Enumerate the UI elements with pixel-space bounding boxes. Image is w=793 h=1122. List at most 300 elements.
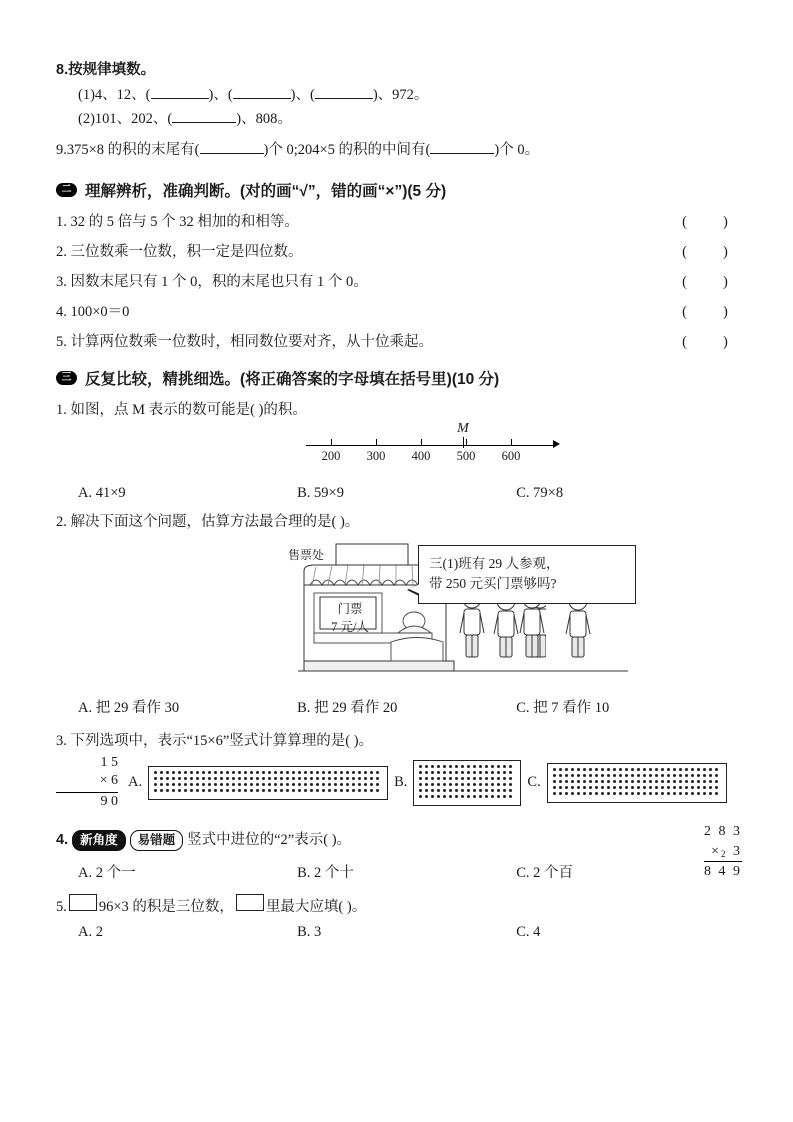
dot bbox=[461, 795, 464, 798]
dot bbox=[425, 783, 428, 786]
choice-option-b[interactable]: B. 把 29 看作 20 bbox=[297, 699, 398, 716]
dot bbox=[607, 780, 610, 783]
dot bbox=[559, 792, 562, 795]
dot bbox=[376, 783, 379, 786]
dot bbox=[709, 792, 712, 795]
dot bbox=[322, 777, 325, 780]
dot bbox=[419, 789, 422, 792]
dot bbox=[643, 786, 646, 789]
dot bbox=[256, 783, 259, 786]
dot bbox=[661, 780, 664, 783]
dot bbox=[473, 771, 476, 774]
queue-kids-extra-svg bbox=[508, 589, 628, 699]
ticket-label-text: 门票 bbox=[337, 601, 363, 616]
choice-option-c[interactable]: C. 4 bbox=[516, 923, 541, 940]
q8-line1-end: )、972。 bbox=[372, 86, 429, 103]
number-line-tick bbox=[376, 439, 377, 446]
dot bbox=[443, 765, 446, 768]
dot bbox=[298, 771, 301, 774]
choice-q1-options bbox=[56, 485, 742, 502]
dot bbox=[352, 783, 355, 786]
dot bbox=[473, 765, 476, 768]
dot bbox=[346, 771, 349, 774]
dot bbox=[559, 768, 562, 771]
dot bbox=[589, 780, 592, 783]
dot bbox=[280, 783, 283, 786]
dot bbox=[328, 771, 331, 774]
dot bbox=[553, 792, 556, 795]
dot bbox=[703, 792, 706, 795]
choice-q2-options bbox=[56, 696, 742, 717]
dot bbox=[220, 771, 223, 774]
dot bbox=[316, 777, 319, 780]
dot bbox=[577, 768, 580, 771]
dot bbox=[160, 771, 163, 774]
dot bbox=[461, 789, 464, 792]
dot bbox=[250, 771, 253, 774]
dot bbox=[431, 789, 434, 792]
dot bbox=[637, 774, 640, 777]
dot bbox=[334, 777, 337, 780]
dot bbox=[509, 765, 512, 768]
dot bbox=[310, 789, 313, 792]
dot bbox=[497, 765, 500, 768]
dot bbox=[256, 771, 259, 774]
dot bbox=[649, 792, 652, 795]
dot bbox=[607, 792, 610, 795]
dot bbox=[661, 792, 664, 795]
dot bbox=[691, 786, 694, 789]
dot bbox=[238, 777, 241, 780]
tf-answer-paren[interactable]: ( ) bbox=[682, 333, 730, 350]
dot bbox=[497, 795, 500, 798]
dot bbox=[625, 774, 628, 777]
dot bbox=[352, 789, 355, 792]
dot bbox=[607, 768, 610, 771]
dot bbox=[673, 774, 676, 777]
dot bbox=[673, 768, 676, 771]
dot bbox=[455, 789, 458, 792]
tf-answer-paren[interactable]: ( ) bbox=[682, 243, 730, 260]
dot bbox=[625, 780, 628, 783]
dot bbox=[485, 777, 488, 780]
dot bbox=[455, 765, 458, 768]
dot bbox=[154, 777, 157, 780]
choice-option-b[interactable]: B. 2 个十 bbox=[297, 864, 354, 881]
tf-answer-paren[interactable]: ( ) bbox=[682, 213, 730, 230]
q8-line1-mid1: )、( bbox=[208, 86, 233, 103]
dot bbox=[238, 789, 241, 792]
dot bbox=[595, 792, 598, 795]
dot bbox=[244, 777, 247, 780]
dot bbox=[571, 780, 574, 783]
dot bbox=[467, 795, 470, 798]
dot bbox=[208, 771, 211, 774]
dot bbox=[250, 777, 253, 780]
question-8 bbox=[56, 58, 742, 132]
dot bbox=[280, 777, 283, 780]
section-2-items bbox=[56, 210, 742, 351]
dot bbox=[601, 786, 604, 789]
dot bbox=[485, 783, 488, 786]
dot bbox=[655, 768, 658, 771]
dot bbox=[697, 774, 700, 777]
dot bbox=[310, 771, 313, 774]
dot bbox=[437, 783, 440, 786]
dot bbox=[503, 765, 506, 768]
tf-item-text: 4. 100×0＝0 bbox=[56, 303, 130, 320]
dot bbox=[583, 774, 586, 777]
tf-item-text: 3. 因数末尾只有 1 个 0，积的末尾也只有 1 个 0。 bbox=[56, 273, 368, 290]
dot bbox=[583, 780, 586, 783]
dot bbox=[358, 771, 361, 774]
point-m-label: M bbox=[457, 420, 469, 436]
number-line-figure bbox=[56, 421, 742, 477]
dot bbox=[178, 783, 181, 786]
dot bbox=[643, 774, 646, 777]
tf-answer-paren[interactable]: ( ) bbox=[682, 273, 730, 290]
dot bbox=[503, 771, 506, 774]
dot bbox=[340, 771, 343, 774]
dot bbox=[553, 780, 556, 783]
dot bbox=[262, 783, 265, 786]
dot bbox=[364, 771, 367, 774]
tf-item bbox=[56, 210, 742, 231]
dot bbox=[437, 765, 440, 768]
dot bbox=[166, 777, 169, 780]
q5-answer-box-1[interactable] bbox=[69, 894, 97, 911]
dot bbox=[491, 783, 494, 786]
choice-option-a[interactable]: A. 2 个一 bbox=[78, 864, 136, 881]
q3-vertical-calculation bbox=[56, 754, 122, 813]
choice-option-a[interactable]: A. 41×9 bbox=[78, 484, 126, 501]
q4-vert-line2 bbox=[704, 842, 742, 863]
dot bbox=[455, 783, 458, 786]
dot bbox=[607, 786, 610, 789]
dot bbox=[154, 783, 157, 786]
dot bbox=[220, 777, 223, 780]
tf-item bbox=[56, 270, 742, 291]
dot bbox=[154, 771, 157, 774]
dot bbox=[509, 789, 512, 792]
dot bbox=[172, 777, 175, 780]
dot bbox=[643, 792, 646, 795]
q8-line2-end: )、808。 bbox=[236, 111, 292, 128]
dot bbox=[431, 765, 434, 768]
ticket-booth-illustration bbox=[56, 537, 742, 682]
dot bbox=[479, 777, 482, 780]
dot bbox=[455, 777, 458, 780]
dot bbox=[491, 795, 494, 798]
dot bbox=[419, 771, 422, 774]
dot bbox=[631, 786, 634, 789]
dot bbox=[473, 783, 476, 786]
dot bbox=[443, 795, 446, 798]
dot bbox=[497, 777, 500, 780]
dot bbox=[485, 771, 488, 774]
dot bbox=[703, 786, 706, 789]
dot bbox=[431, 795, 434, 798]
dot bbox=[697, 792, 700, 795]
dot bbox=[208, 777, 211, 780]
dot bbox=[340, 777, 343, 780]
dot bbox=[250, 783, 253, 786]
dot bbox=[503, 795, 506, 798]
dot bbox=[679, 768, 682, 771]
dot bbox=[232, 777, 235, 780]
dot bbox=[497, 771, 500, 774]
choice-option-a[interactable]: A. 2 bbox=[78, 923, 103, 940]
dot bbox=[479, 795, 482, 798]
dot bbox=[637, 792, 640, 795]
tf-item-text: 2. 三位数乘一位数，积一定是四位数。 bbox=[56, 243, 303, 260]
dot bbox=[232, 789, 235, 792]
dot bbox=[559, 786, 562, 789]
dot bbox=[461, 771, 464, 774]
question-8-line-1 bbox=[56, 83, 742, 108]
dot bbox=[491, 771, 494, 774]
dot bbox=[280, 771, 283, 774]
dot bbox=[184, 771, 187, 774]
question-9 bbox=[56, 138, 742, 163]
q4-vertical-calculation bbox=[704, 822, 742, 882]
dot bbox=[425, 795, 428, 798]
dot bbox=[298, 789, 301, 792]
choice-question-3 bbox=[56, 729, 742, 813]
dot bbox=[268, 777, 271, 780]
dot bbox=[473, 777, 476, 780]
dot bbox=[589, 768, 592, 771]
dot bbox=[262, 789, 265, 792]
q3-option-b-label: B. bbox=[394, 774, 408, 791]
dot bbox=[214, 783, 217, 786]
dot bbox=[334, 789, 337, 792]
dot bbox=[565, 768, 568, 771]
dot bbox=[292, 783, 295, 786]
dot bbox=[667, 780, 670, 783]
dot bbox=[304, 771, 307, 774]
dot bbox=[449, 777, 452, 780]
dot bbox=[667, 786, 670, 789]
dot bbox=[595, 786, 598, 789]
dot bbox=[310, 777, 313, 780]
dot bbox=[509, 771, 512, 774]
dot bbox=[613, 768, 616, 771]
dot bbox=[238, 771, 241, 774]
dot bbox=[709, 786, 712, 789]
dot-array-row bbox=[553, 792, 721, 798]
dot bbox=[655, 780, 658, 783]
q8-blank-1[interactable] bbox=[151, 83, 209, 99]
number-line-tick bbox=[331, 439, 332, 446]
q5-answer-box-2[interactable] bbox=[236, 894, 264, 911]
dot bbox=[703, 774, 706, 777]
dot bbox=[655, 786, 658, 789]
q8-blank-2[interactable] bbox=[233, 83, 291, 99]
dot bbox=[184, 783, 187, 786]
dot bbox=[376, 789, 379, 792]
dot bbox=[340, 783, 343, 786]
dot bbox=[208, 789, 211, 792]
dot bbox=[178, 777, 181, 780]
dot bbox=[691, 768, 694, 771]
dot bbox=[655, 774, 658, 777]
dot bbox=[503, 777, 506, 780]
section-2-header bbox=[56, 179, 742, 201]
dot bbox=[715, 786, 718, 789]
choice-q4-options bbox=[56, 861, 742, 882]
dot bbox=[298, 783, 301, 786]
dot bbox=[268, 783, 271, 786]
dot bbox=[643, 768, 646, 771]
choice-question-2 bbox=[56, 510, 742, 717]
dot bbox=[166, 789, 169, 792]
q3-option-a-dot-array[interactable] bbox=[148, 766, 388, 800]
choice-option-c[interactable]: C. 把 7 看作 10 bbox=[516, 699, 610, 716]
tf-item bbox=[56, 330, 742, 351]
dot bbox=[358, 789, 361, 792]
q3-option-b-dot-array[interactable] bbox=[413, 760, 521, 806]
dot bbox=[274, 789, 277, 792]
q4-vert-line1: 2 8 3 bbox=[704, 824, 742, 840]
q3-option-a-label: A. bbox=[128, 774, 143, 791]
dot bbox=[601, 792, 604, 795]
dot bbox=[190, 777, 193, 780]
dot bbox=[232, 783, 235, 786]
dot bbox=[425, 771, 428, 774]
dot bbox=[449, 771, 452, 774]
dot bbox=[613, 774, 616, 777]
dot bbox=[697, 786, 700, 789]
dot-array-row bbox=[419, 795, 515, 801]
dot bbox=[595, 780, 598, 783]
dot bbox=[304, 783, 307, 786]
dot bbox=[449, 783, 452, 786]
dot bbox=[619, 780, 622, 783]
tf-item bbox=[56, 240, 742, 261]
dot bbox=[268, 771, 271, 774]
q8-blank-3[interactable] bbox=[315, 83, 373, 99]
q9-pre: 9.375×8 的积的末尾有( bbox=[56, 141, 200, 158]
tf-answer-paren[interactable]: ( ) bbox=[682, 303, 730, 320]
dot bbox=[286, 783, 289, 786]
q5-mid: 96×3 的积是三位数， bbox=[98, 898, 234, 915]
dot bbox=[292, 777, 295, 780]
dot bbox=[226, 777, 229, 780]
dot bbox=[364, 789, 367, 792]
choice-option-a[interactable]: A. 把 29 看作 30 bbox=[78, 699, 180, 716]
choice-option-b[interactable]: B. 3 bbox=[297, 923, 322, 940]
dot bbox=[196, 783, 199, 786]
dot bbox=[358, 777, 361, 780]
dot bbox=[196, 777, 199, 780]
dot bbox=[461, 765, 464, 768]
dot bbox=[613, 780, 616, 783]
dot bbox=[497, 789, 500, 792]
q9-blank-2[interactable] bbox=[430, 138, 494, 154]
dot bbox=[196, 771, 199, 774]
dot bbox=[577, 780, 580, 783]
dot bbox=[595, 768, 598, 771]
dot bbox=[709, 780, 712, 783]
dot bbox=[679, 780, 682, 783]
dot bbox=[274, 777, 277, 780]
point-m-tick bbox=[463, 437, 464, 448]
dot bbox=[631, 768, 634, 771]
dot bbox=[491, 789, 494, 792]
q9-end: )个 0。 bbox=[494, 141, 540, 158]
choice-option-b[interactable]: B. 59×9 bbox=[297, 484, 344, 501]
dot bbox=[467, 765, 470, 768]
q4-tag-common-error: 易错题 bbox=[130, 830, 184, 851]
q3-option-c-dot-array[interactable] bbox=[547, 763, 727, 803]
dot bbox=[571, 792, 574, 795]
dot bbox=[583, 792, 586, 795]
q9-blank-1[interactable] bbox=[200, 138, 264, 154]
q3-vert-line1: 1 5 bbox=[100, 754, 118, 770]
dot bbox=[286, 771, 289, 774]
dot bbox=[431, 777, 434, 780]
dot bbox=[425, 777, 428, 780]
q9-mid: )个 0;204×5 的积的中间有( bbox=[263, 141, 431, 158]
dot bbox=[685, 780, 688, 783]
bubble-line-2: 带 250 元买门票够吗? bbox=[429, 576, 557, 592]
dot bbox=[328, 777, 331, 780]
dot bbox=[509, 795, 512, 798]
section-2-title: 理解辨析，准确判断。(对的画“√”，错的画“×”)(5 分) bbox=[85, 182, 447, 200]
q3-vert-line2: × 6 bbox=[56, 772, 118, 793]
dot bbox=[431, 771, 434, 774]
dot bbox=[565, 792, 568, 795]
choice-option-c[interactable]: C. 79×8 bbox=[516, 484, 564, 501]
dot bbox=[479, 789, 482, 792]
shop-sign-text: 售票处 bbox=[287, 547, 324, 562]
dot bbox=[485, 795, 488, 798]
section-3-title: 反复比较，精挑细选。(将正确答案的字母填在括号里)(10 分) bbox=[85, 370, 500, 388]
section-2-number: 二 bbox=[56, 183, 77, 197]
dot bbox=[607, 774, 610, 777]
q8-blank-4[interactable] bbox=[172, 108, 236, 124]
tf-item bbox=[56, 300, 742, 321]
dot bbox=[455, 771, 458, 774]
dot bbox=[232, 771, 235, 774]
dot bbox=[697, 768, 700, 771]
dot bbox=[196, 789, 199, 792]
dot bbox=[655, 792, 658, 795]
dot bbox=[419, 777, 422, 780]
dot bbox=[352, 777, 355, 780]
dot bbox=[667, 774, 670, 777]
dot bbox=[346, 789, 349, 792]
tf-item-text: 5. 计算两位数乘一位数时，相同数位要对齐，从十位乘起。 bbox=[56, 333, 433, 350]
dot bbox=[583, 786, 586, 789]
dot bbox=[364, 777, 367, 780]
dot bbox=[625, 792, 628, 795]
number-line-tick bbox=[421, 439, 422, 446]
dot bbox=[316, 771, 319, 774]
dot bbox=[679, 786, 682, 789]
dot bbox=[340, 789, 343, 792]
dot bbox=[497, 783, 500, 786]
dot bbox=[649, 774, 652, 777]
dot bbox=[437, 777, 440, 780]
dot bbox=[619, 774, 622, 777]
number-line-tick-label: 300 bbox=[366, 448, 386, 463]
dot bbox=[328, 783, 331, 786]
dot bbox=[691, 774, 694, 777]
choice-option-c[interactable]: C. 2 个百 bbox=[516, 864, 574, 881]
dot bbox=[643, 780, 646, 783]
